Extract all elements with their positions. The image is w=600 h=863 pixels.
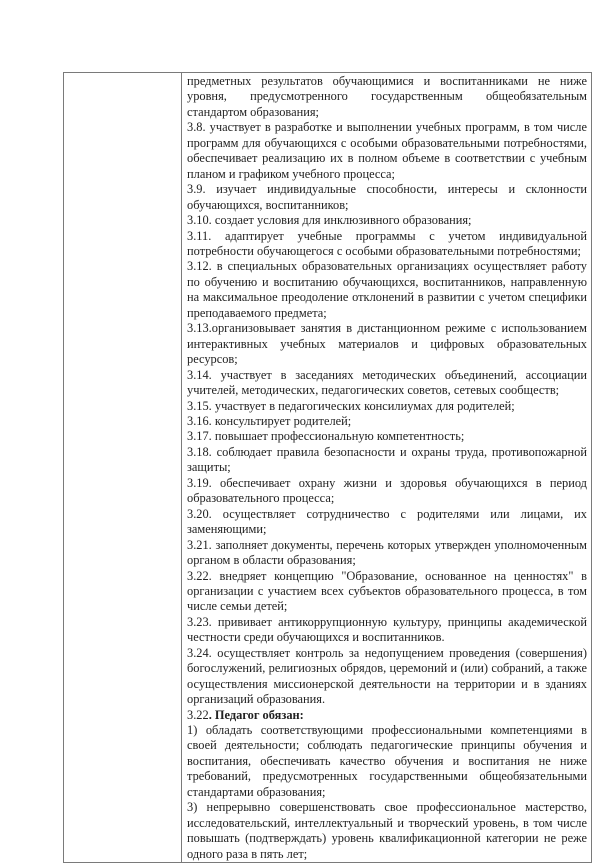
- obligation-3: 3) непрерывно совершенствовать свое профессиональное мастерство, исследовательский, интеллектуальный и творческий уровень, в том числе повышать (подтверждать) уровень квалификационной категории не реже одного раза в пять лет;: [187, 800, 587, 861]
- paragraph-3-13: 3.13.организовывает занятия в дистанционном режиме с использованием интерактивных учебных материалов и цифровых образовательных ресурсов;: [187, 321, 587, 367]
- paragraph-3-21: 3.21. заполняет документы, перечень которых утвержден уполномоченным органом в области образования;: [187, 537, 587, 568]
- paragraph-3-20: 3.20. осуществляет сотрудничество с родителями или лицами, их заменяющими;: [187, 506, 587, 537]
- section-heading-title: . Педагог обязан:: [208, 707, 304, 722]
- obligation-1: 1) обладать соответствующими профессиональными компетенциями в своей деятельности; соблюдать педагогические принципы обучения и воспитания, обеспечивать качество обучения и воспитания не ниже требований, предусмотренных государственными общеобязательными стандартами образования;: [187, 723, 587, 799]
- content-cell: [182, 73, 592, 863]
- paragraph-3-17: 3.17. повышает профессиональную компетентность;: [187, 429, 465, 444]
- duties-table: [63, 72, 592, 863]
- paragraph-3-24: 3.24. осуществляет контроль за недопущением проведения (совершения) богослужений, религиозных обрядов, церемоний и (или) собраний, а также осуществления миссионерской деятельности на территории и в зданиях организаций образования.: [187, 645, 587, 707]
- content-text: [187, 74, 587, 862]
- paragraph-3-8: 3.8. участвует в разработке и выполнении учебных программ, в том числе программ для обучающихся с особыми образовательными потребностями, обеспечивает реализацию их в полном объеме в соответствии с учебным планом и графиком учебного процесса;: [187, 120, 587, 181]
- table-row: [64, 73, 592, 863]
- paragraph-3-16: 3.16. консультирует родителей;: [187, 413, 352, 428]
- paragraph-3-19: 3.19. обеспечивает охрану жизни и здоровья обучающихся в период образовательного процесса;: [187, 475, 587, 506]
- section-heading: [187, 708, 587, 723]
- paragraph-3-22: 3.22. внедряет концепцию "Образование, основанное на ценностях" в организации с участием всех субъектов образовательного процесса, в том числе семьи детей;: [187, 568, 587, 614]
- section-heading-number: 3.22: [187, 707, 209, 722]
- paragraph-3-12: 3.12. в специальных образовательных организациях осуществляет работу по обучению и воспитанию обучающихся, воспитанников, направленную на максимальное преодоление отклонений в развитии с учетом специфики преподаваемого предмета;: [187, 259, 587, 320]
- paragraph-3-14: 3.14. участвует в заседаниях методических объединений, ассоциации учителей, методических, педагогических советов, сетевых сообществ;: [187, 367, 587, 398]
- paragraph-3-9: 3.9. изучает индивидуальные способности, интересы и склонности обучающихся, воспитанников;: [187, 182, 587, 212]
- paragraph-3-15: 3.15. участвует в педагогических консилиумах для родителей;: [187, 398, 515, 413]
- paragraph-intro: предметных результатов обучающимися и воспитанниками не ниже уровня, предусмотренного государственным общеобязательным стандартом образования;: [187, 74, 587, 119]
- paragraph-3-10: 3.10. создает условия для инклюзивного образования;: [187, 213, 472, 228]
- left-empty-cell: [64, 73, 182, 863]
- paragraph-3-11: 3.11. адаптирует учебные программы с учетом индивидуальной потребности обучающегося с особыми образовательными потребностями;: [187, 228, 587, 258]
- paragraph-3-18: 3.18. соблюдает правила безопасности и охраны труда, противопожарной защиты;: [187, 444, 587, 475]
- paragraph-3-23: 3.23. прививает антикоррупционную культуру, принципы академической честности среди обучающихся и воспитанников.: [187, 614, 587, 645]
